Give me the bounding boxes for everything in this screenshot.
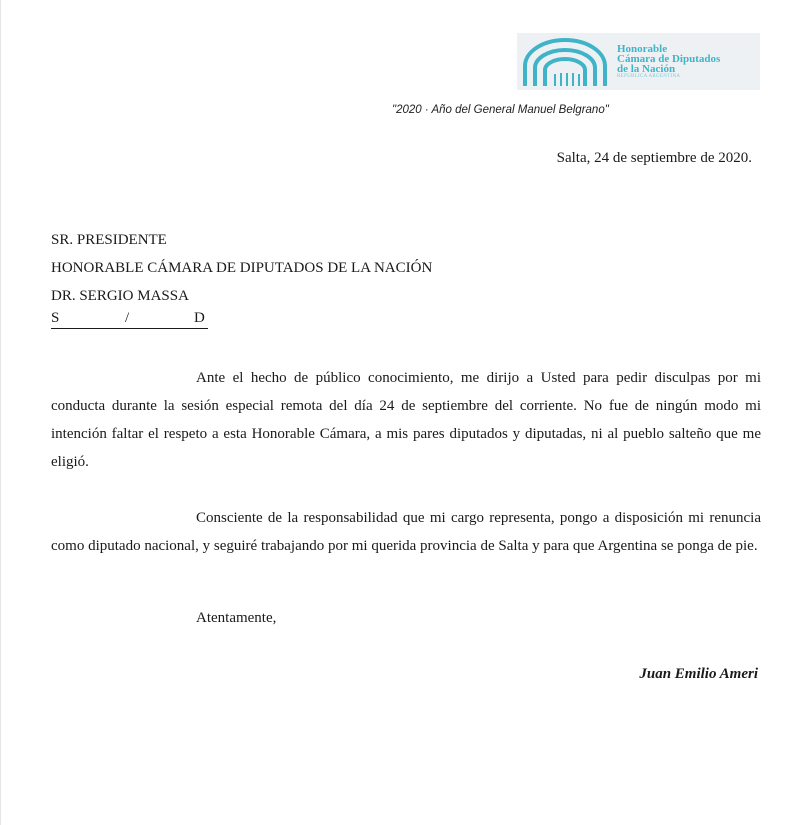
recipient-name: DR. SERGIO MASSA [51,288,189,304]
body-paragraph-1: Ante el hecho de público conocimiento, me dirijo a Usted para pedir disculpas por mi conducta durante la sesión especial remota del día 24 de septiembre del corriente. No fue de ningún modo mi intención faltar el respeto a esta Honorable Cámara, a mis pares diputados y diputadas, ni al pueblo salteño que me eligió. [51,370,761,470]
logo-line-2: Cámara de Diputados [617,52,721,65]
logo-line-1: Honorable [617,42,668,55]
recipient-institution: HONORABLE CÁMARA DE DIPUTADOS DE LA NACIÓN [51,260,433,276]
logo-line-4: REPÚBLICA ARGENTINA [617,73,681,79]
recipient-block [51,226,432,310]
chamber-dome-icon [519,36,611,88]
logo-line-3: de la Nación [617,62,676,75]
su-despacho-line [51,310,208,329]
body-paragraph-2: Consciente de la responsabilidad que mi cargo representa, pongo a disposición mi renuncia como diputado nacional, y seguiré trabajando por mi querida provincia de Salta y para que Argentina se ponga de pie. [51,510,761,554]
recipient-title: SR. PRESIDENTE [51,232,167,248]
chamber-logo [517,33,760,90]
closing-salutation: Atentamente, [196,610,277,626]
sd-d: D [194,310,205,326]
signature-name: Juan Emilio Ameri [639,666,758,682]
year-motto: "2020 · Año del General Manuel Belgrano" [392,104,609,116]
chamber-logo-text [617,44,720,80]
letter-body [51,364,761,588]
sd-s: S [51,310,60,326]
sd-slash: / [125,310,130,326]
place-and-date: Salta, 24 de septiembre de 2020. [556,150,752,166]
